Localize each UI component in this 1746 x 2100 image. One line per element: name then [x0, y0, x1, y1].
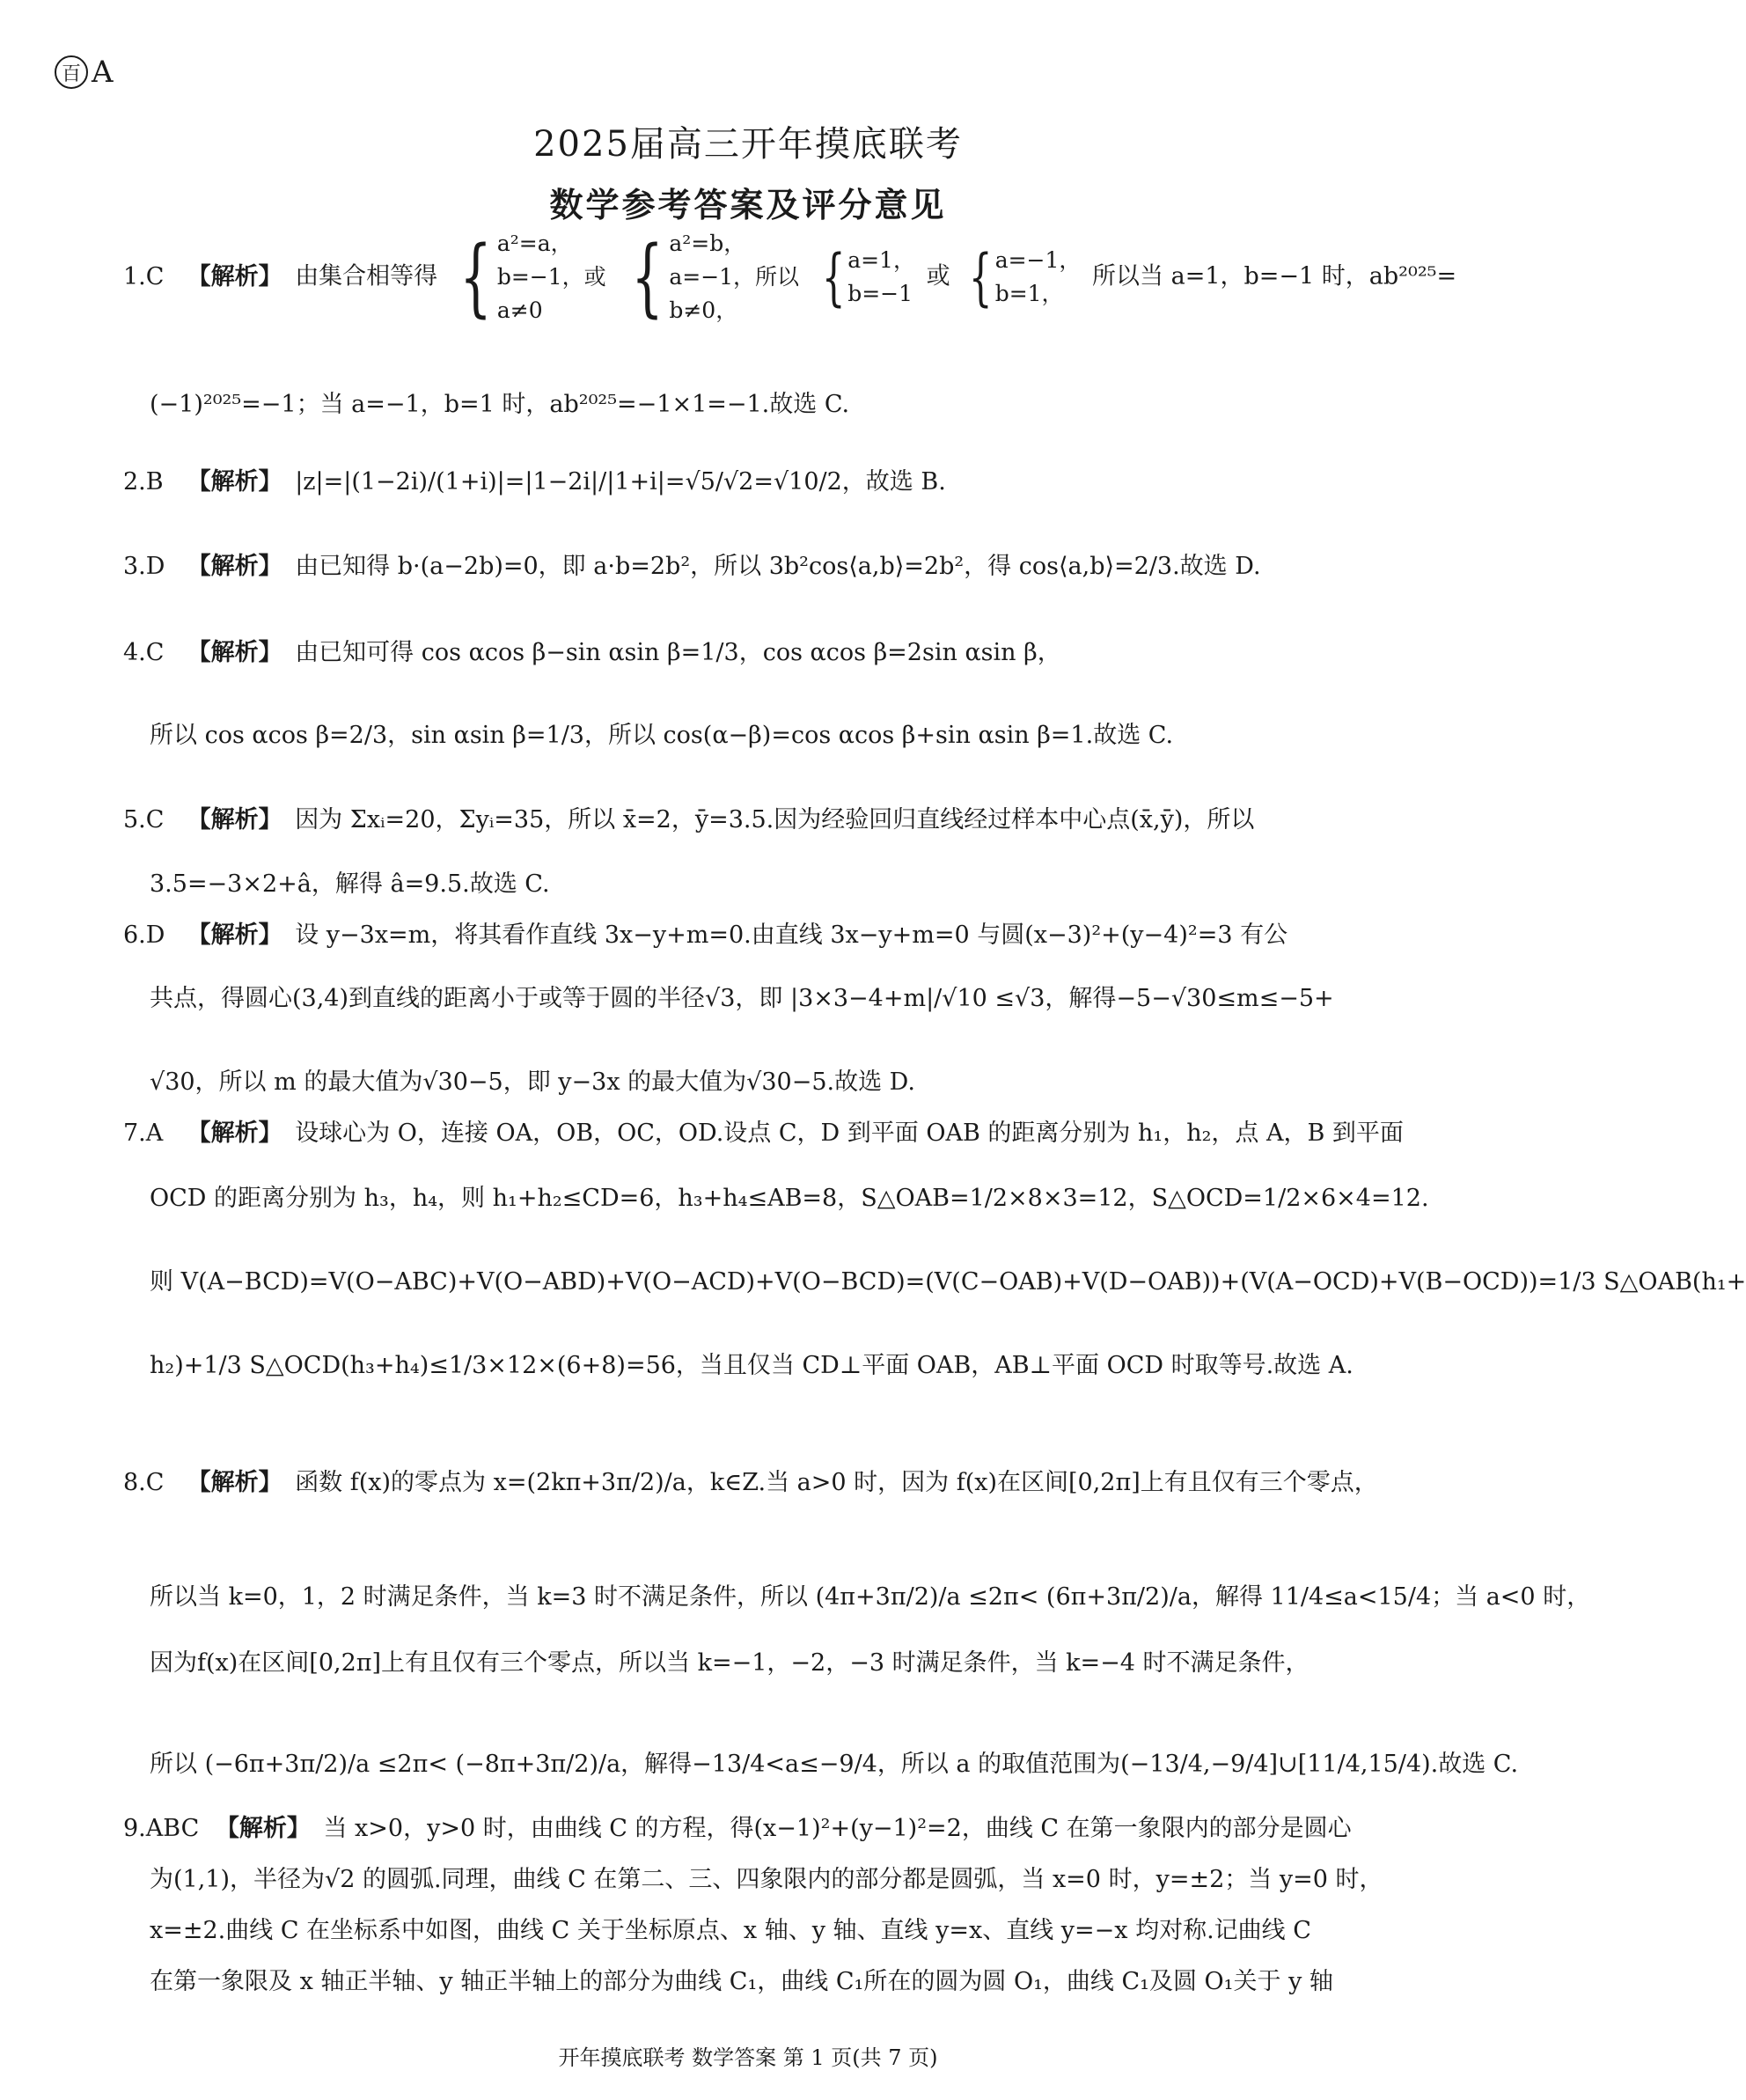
q9-tag: 【解析】	[215, 1815, 311, 1842]
q3-text: 由已知得 b·(a−2b)=0，即 a·b=2b²，所以 3b²cos⟨a,b⟩=2b²，得 cos⟨a,b⟩=2/3.故选 D.	[295, 553, 1261, 580]
q1-system4: { a=−1， b=1，	[969, 241, 1082, 313]
q1-text-a: 由集合相等得	[295, 262, 438, 290]
q9-line4: 在第一象限及 x 轴正半轴、y 轴正半轴上的部分为曲线 C₁，曲线 C₁所在的圆为圆 O₁，曲线 C₁及圆 O₁关于 y 轴	[150, 1968, 1333, 1995]
q8-line4: 所以 (−6π+3π/2)/a ≤2π< (−8π+3π/2)/a，解得−13/4<a≤−9/4，所以 a 的取值范围为(−13/4,−9/4]∪[11/4,15/4).故选 C.	[150, 1751, 1519, 1778]
q2-line1	[123, 465, 1399, 500]
q4-text: 由已知可得 cos αcos β−sin αsin β=1/3，cos αcos β=2sin αsin β，	[295, 639, 1061, 666]
q6-line2: 共点，得圆心(3,4)到直线的距离小于或等于圆的半径√3，即 |3×3−4+m|/√10 ≤√3，解得−5−√30≤m≤−5+	[150, 985, 1334, 1012]
q6-number: 6.D	[123, 922, 165, 949]
q6-text: 设 y−3x=m，将其看作直线 3x−y+m=0.由直线 3x−y+m=0 与圆(x−3)²+(y−4)²=3 有公	[295, 922, 1288, 949]
q1-system2: { a²=b， a=−1，所以 b≠0，	[631, 228, 800, 327]
q1-sys1-row: b=−1，或	[496, 264, 606, 290]
q8-line1	[123, 1465, 1399, 1501]
q1-sys3-row: b=−1	[847, 281, 913, 306]
q7-line2: OCD 的距离分别为 h₃，h₄，则 h₁+h₂≤CD=6，h₃+h₄≤AB=8，S△OAB=1/2×8×3=12，S△OCD=1/2×6×4=12.	[150, 1185, 1429, 1212]
q5-text: 因为 Σxᵢ=20，Σyᵢ=35，所以 x̄=2，ȳ=3.5.因为经验回归直线经过样本中心点(x̄,ȳ)，所以	[295, 806, 1255, 833]
q7-line3: 则 V(A−BCD)=V(O−ABC)+V(O−ABD)+V(O−ACD)+V(O−BCD)=(V(C−OAB)+V(D−OAB))+(V(A−OCD)+V(B−OCD))=1/3 S△OAB(h₁+	[150, 1268, 1746, 1296]
corner-letter: A	[92, 55, 114, 90]
q1-text-b: 所以当 a=1，b=−1 时，ab²⁰²⁵=	[1092, 262, 1457, 290]
q8-tag: 【解析】	[187, 1469, 282, 1496]
q7-tag: 【解析】	[187, 1120, 282, 1147]
page-title: 2025届高三开年摸底联考	[533, 124, 963, 165]
q1-sys2-row: b≠0，	[669, 297, 738, 323]
q3-line1	[123, 549, 1399, 584]
q8-line3: 因为f(x)在区间[0,2π]上有且仅有三个零点，所以当 k=−1，−2，−3 时满足条件，当 k=−4 时不满足条件，	[150, 1649, 1310, 1677]
q1-system3: { a=1， b=−1	[821, 241, 915, 313]
q1-line2: (−1)²⁰²⁵=−1；当 a=−1，b=1 时，ab²⁰²⁵=−1×1=−1.故选 C.	[150, 391, 850, 418]
q9-line1	[123, 1811, 1399, 1847]
q1-sys4-row: a=−1，	[994, 247, 1082, 273]
q7-line1	[123, 1116, 1404, 1151]
q5-line1	[123, 803, 1399, 838]
corner-seal: 百	[55, 55, 88, 89]
q4-number: 4.C	[123, 639, 165, 666]
q8-number: 8.C	[123, 1469, 165, 1496]
q3-number: 3.D	[123, 553, 165, 580]
q1-line1	[123, 227, 1457, 327]
q1-tag: 【解析】	[187, 262, 282, 290]
q2-tag: 【解析】	[187, 468, 282, 496]
q3-tag: 【解析】	[187, 553, 282, 580]
q1-sys2-row: a=−1，所以	[669, 264, 800, 290]
page-footer: 开年摸底联考 数学答案 第 1 页(共 7 页)	[558, 2045, 938, 2070]
q5-line2: 3.5=−3×2+â，解得 â=9.5.故选 C.	[150, 870, 550, 898]
page-subtitle: 数学参考答案及评分意见	[549, 185, 947, 224]
q9-line3: x=±2.曲线 C 在坐标系中如图，曲线 C 关于坐标原点、x 轴、y 轴、直线 y=x、直线 y=−x 均对称.记曲线 C	[150, 1917, 1311, 1944]
q6-tag: 【解析】	[187, 922, 282, 949]
q1-or: 或	[926, 262, 950, 290]
q7-text: 设球心为 O，连接 OA，OB，OC，OD.设点 C，D 到平面 OAB 的距离分别为 h₁，h₂，点 A，B 到平面	[295, 1120, 1404, 1147]
q7-number: 7.A	[123, 1120, 164, 1147]
q9-text: 当 x>0，y>0 时，由曲线 C 的方程，得(x−1)²+(y−1)²=2，曲线 C 在第一象限内的部分是圆心	[323, 1815, 1352, 1842]
q5-tag: 【解析】	[187, 806, 282, 833]
q9-line2: 为(1,1)，半径为√2 的圆弧.同理，曲线 C 在第二、三、四象限内的部分都是圆弧，当 x=0 时，y=±2；当 y=0 时，	[150, 1866, 1383, 1893]
q4-tag: 【解析】	[187, 639, 282, 666]
q1-sys2-row: a²=b，	[669, 231, 746, 256]
q1-sys4-row: b=1，	[994, 281, 1064, 306]
q6-line3: √30，所以 m 的最大值为√30−5，即 y−3x 的最大值为√30−5.故选 D.	[150, 1068, 915, 1096]
q1-sys3-row: a=1，	[847, 247, 915, 273]
q4-line2: 所以 cos αcos β=2/3，sin αsin β=1/3，所以 cos(α−β)=cos αcos β+sin αsin β=1.故选 C.	[150, 722, 1174, 749]
q1-sys1-row: a²=a，	[496, 231, 573, 256]
q2-text: |z|=|(1−2i)/(1+i)|=|1−2i|/|1+i|=√5/√2=√10/2，故选 B.	[295, 468, 946, 496]
q1-number: 1.C	[123, 262, 165, 290]
q6-line1	[123, 918, 1399, 953]
q8-line2: 所以当 k=0，1，2 时满足条件，当 k=3 时不满足条件，所以 (4π+3π/2)/a ≤2π< (6π+3π/2)/a，解得 11/4≤a<15/4；当 a<0 时，	[150, 1583, 1591, 1611]
q9-number: 9.ABC	[123, 1815, 200, 1842]
q5-number: 5.C	[123, 806, 165, 833]
q1-system1: { a²=a， b=−1，或 a≠0	[459, 228, 606, 327]
q8-text: 函数 f(x)的零点为 x=(2kπ+3π/2)/a，k∈Z.当 a>0 时，因为 f(x)在区间[0,2π]上有且仅有三个零点，	[295, 1469, 1378, 1496]
corner-mark	[55, 55, 114, 90]
q4-line1	[123, 635, 1399, 671]
q2-number: 2.B	[123, 468, 164, 496]
q1-sys1-row: a≠0	[496, 297, 543, 323]
q7-line4: h₂)+1/3 S△OCD(h₃+h₄)≤1/3×12×(6+8)=56，当且仅当 CD⊥平面 OAB，AB⊥平面 OCD 时取等号.故选 A.	[150, 1352, 1354, 1379]
